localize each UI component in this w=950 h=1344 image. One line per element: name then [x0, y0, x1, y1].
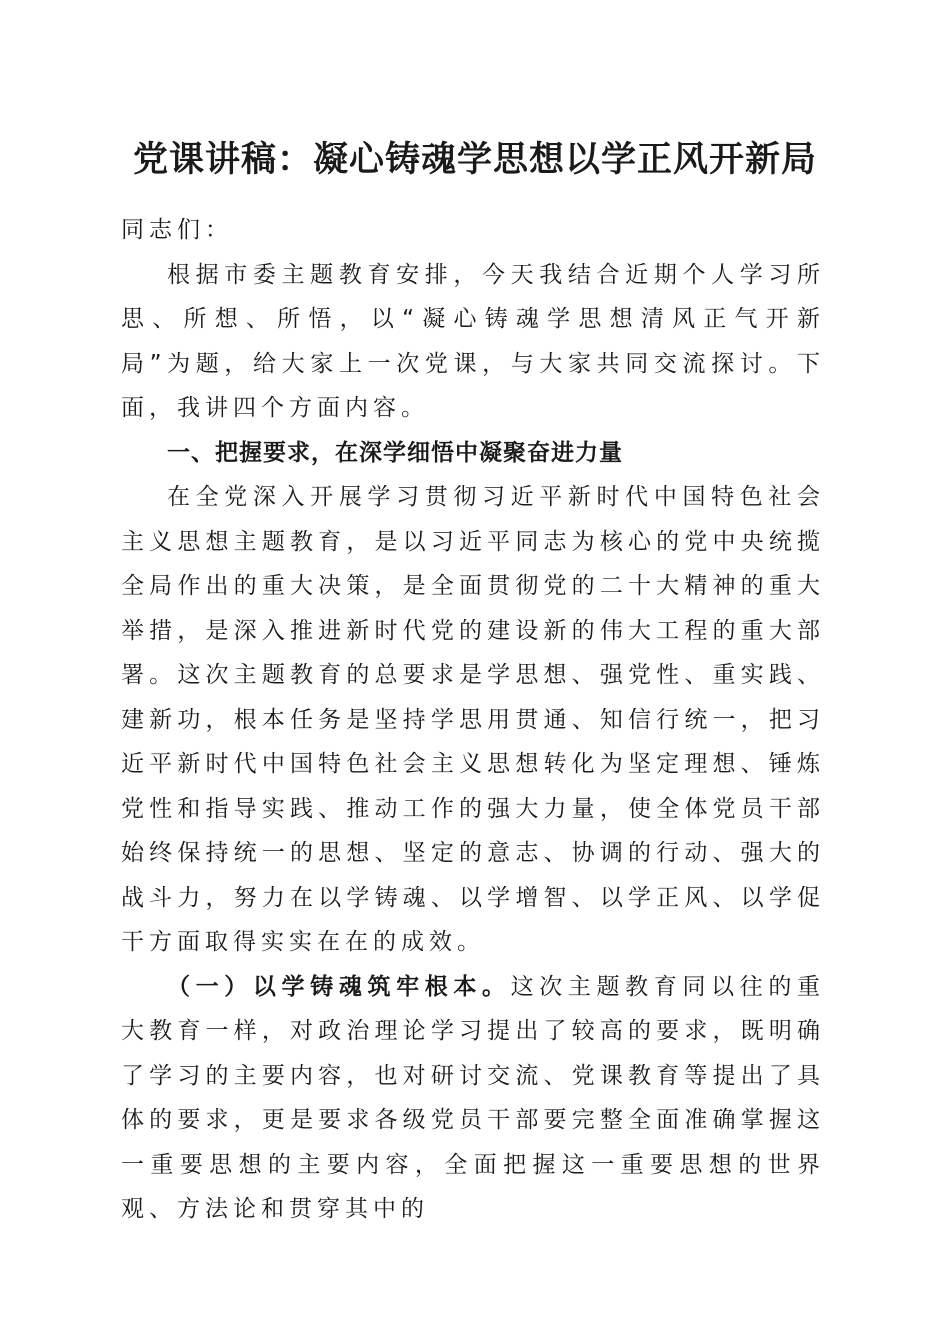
subsection-heading: （一）以学铸魂筑牢根本。 [167, 972, 511, 1000]
subsection-text: 这次主题教育同以往的重大教育一样，对政治理论学习提出了较高的要求，既明确了学习的主要内容，也对研讨交流、党课教育等提出了具体的要求，更是要求各级党员干部要完整全面准确掌握这一重要思想的主要内容，全面把握这一重要思想的世界观、方法论和贯穿其中的 [121, 973, 826, 1222]
section-paragraph: 在全党深入开展学习贯彻习近平新时代中国特色社会主义思想主题教育，是以习近平同志为核心的党中央统揽全局作出的重大决策，是全面贯彻党的二十大精神的重大举措，是深入推进新时代党的建设新的伟大工程的重大部署。这次主题教育的总要求是学思想、强党性、重实践、建新功，根本任务是坚持学思用贯通、知信行统一，把习近平新时代中国特色社会主义思想转化为坚定理想、锤炼党性和指导实践、推动工作的强大力量，使全体党员干部始终保持统一的思想、坚定的意志、协调的行动、强大的战斗力，努力在以学铸魂、以学增智、以学正风、以学促干方面取得实实在在的成效。 [121, 484, 825, 955]
document-body [121, 208, 825, 1232]
section-heading: 一、把握要求，在深学细悟中凝聚奋进力量 [167, 439, 623, 466]
salutation: 同志们： [121, 217, 233, 243]
intro-paragraph: 根据市委主题教育安排，今天我结合近期个人学习所思、所想、所悟，以“凝心铸魂学思想清风正气开新局”为题，给大家上一次党课，与大家共同交流探讨。下面，我讲四个方面内容。 [121, 261, 825, 421]
subsection-paragraph [121, 965, 825, 1232]
document-title: 党课讲稿：凝心铸魂学思想以学正风开新局 [132, 139, 817, 180]
